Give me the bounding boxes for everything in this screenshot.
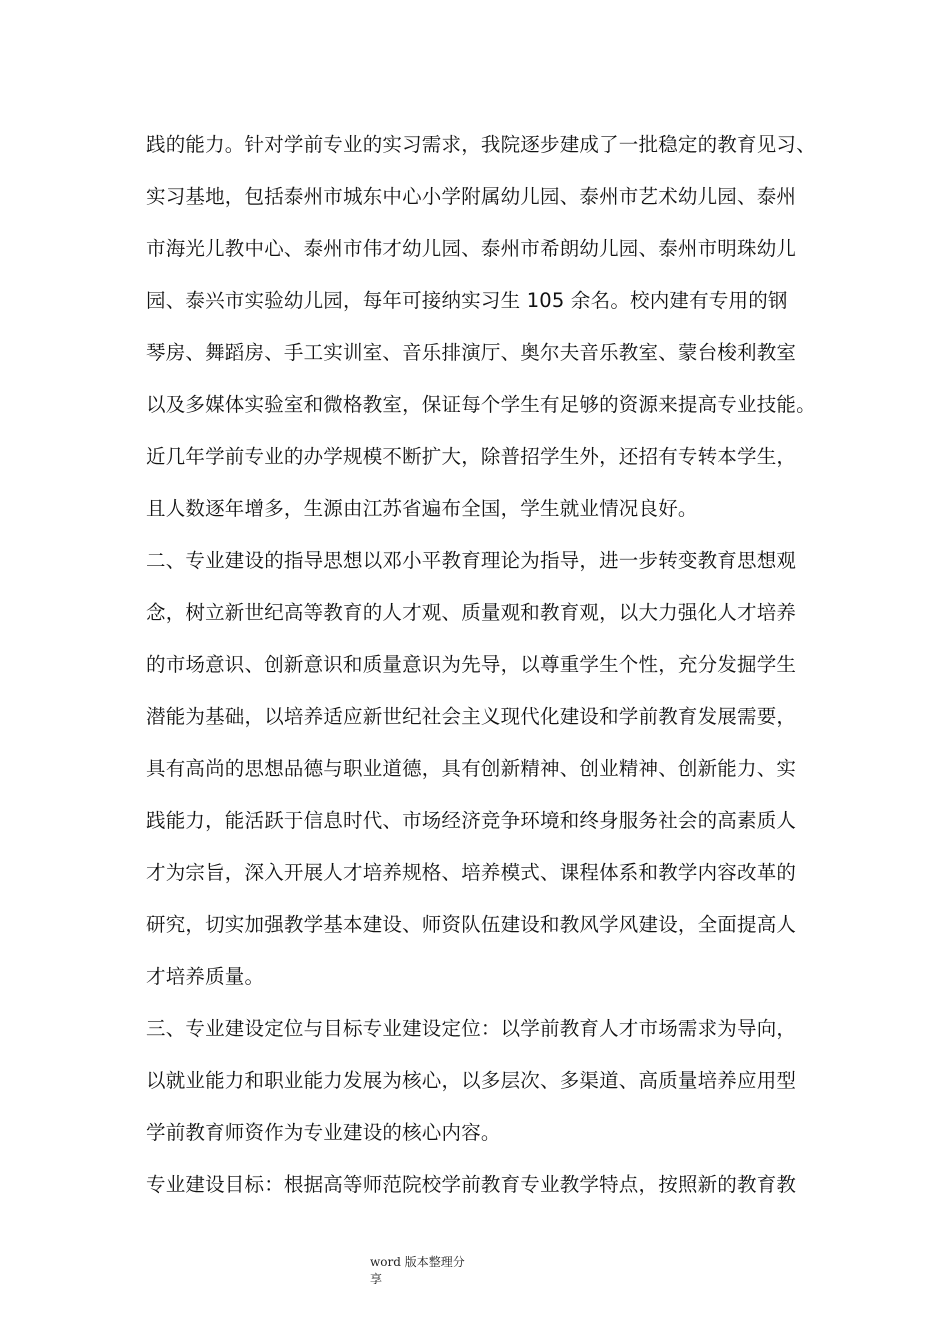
text-line: 研究，切实加强教学基本建设、师资队伍建设和教风学风建设，全面提高人 (146, 913, 797, 936)
text-line: 潜能为基础，以培养适应新世纪社会主义现代化建设和学前教育发展需要， (146, 705, 797, 728)
document-body (146, 122, 826, 1214)
text-line: 践的能力。针对学前专业的实习需求，我院逐步建成了一批稳定的教育见习、 (146, 133, 816, 156)
text-line: 近几年学前专业的办学规模不断扩大，除普招学生外，还招有专转本学生， (146, 445, 797, 468)
text-line: 才培养质量。 (146, 965, 265, 988)
goal-paragraph-line: 专业建设目标：根据高等师范院校学前教育专业教学特点，按照新的教育教 (146, 1173, 797, 1196)
text-line: 且人数逐年增多，生源由江苏省遍布全国，学生就业情况良好。 (146, 497, 698, 520)
section-two-heading-line: 二、专业建设的指导思想以邓小平教育理论为指导，进一步转变教育思想观 (146, 549, 797, 572)
text-line: 才为宗旨，深入开展人才培养规格、培养模式、课程体系和教学内容改革的 (146, 861, 797, 884)
text-line: 市海光儿教中心、泰州市伟才幼儿园、泰州市希朗幼儿园、泰州市明珠幼儿 (146, 237, 797, 260)
text-line: 具有高尚的思想品德与职业道德，具有创新精神、创业精神、创新能力、实 (146, 757, 797, 780)
text-line: 园、泰兴市实验幼儿园，每年可接纳实习生 105 余名。校内建有专用的钢 (146, 289, 788, 312)
text-line: 琴房、舞蹈房、手工实训室、音乐排演厅、奥尔夫音乐教室、蒙台梭利教室 (146, 341, 797, 364)
page-footer (370, 1254, 510, 1288)
text-line: 以及多媒体实验室和微格教室，保证每个学生有足够的资源来提高专业技能。 (146, 393, 816, 416)
section-three-heading-line: 三、专业建设定位与目标专业建设定位：以学前教育人才市场需求为导向， (146, 1017, 797, 1040)
footer-line: 享 (370, 1272, 383, 1286)
text-line: 以就业能力和职业能力发展为核心，以多层次、多渠道、高质量培养应用型 (146, 1069, 797, 1092)
text-line: 学前教育师资作为专业建设的核心内容。 (146, 1121, 501, 1144)
text-line: 实习基地，包括泰州市城东中心小学附属幼儿园、泰州市艺术幼儿园、泰州 (146, 185, 797, 208)
text-line: 的市场意识、创新意识和质量意识为先导，以尊重学生个性，充分发掘学生 (146, 653, 797, 676)
footer-line: word 版本整理分 (370, 1255, 465, 1269)
text-line: 念，树立新世纪高等教育的人才观、质量观和教育观，以大力强化人才培养 (146, 601, 797, 624)
text-line: 践能力，能活跃于信息时代、市场经济竞争环境和终身服务社会的高素质人 (146, 809, 797, 832)
